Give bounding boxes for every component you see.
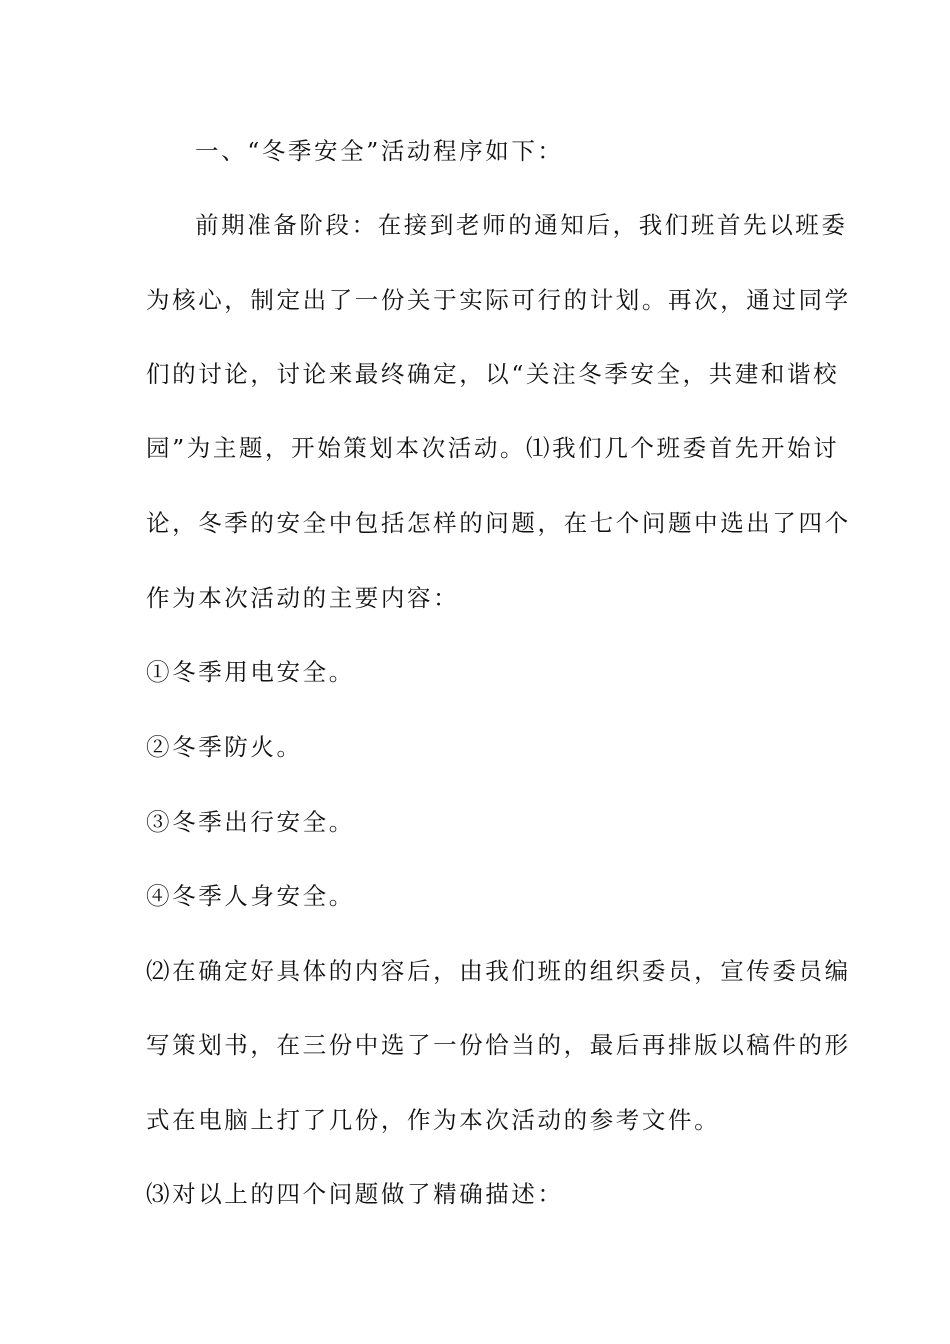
paragraph-line: ⑵在确定好具体的内容后，由我们班的组织委员，宣传委员编 [146, 957, 851, 985]
list-item: ②冬季防火。 [146, 733, 303, 761]
list-item: ④冬季人身安全。 [146, 882, 355, 910]
paragraph-line: 园”为主题，开始策划本次活动。⑴我们几个班委首先开始讨 [146, 434, 840, 462]
list-item: ③冬季出行安全。 [146, 808, 355, 836]
section-heading: 一、“冬季安全”活动程序如下： [195, 137, 564, 165]
list-item: ①冬季用电安全。 [146, 658, 355, 686]
paragraph-line: 写策划书，在三份中选了一份恰当的，最后再排版以稿件的形 [146, 1031, 851, 1059]
paragraph-line: 为核心，制定出了一份关于实际可行的计划。再次，通过同学 [146, 286, 851, 314]
paragraph-line: 作为本次活动的主要内容： [146, 584, 460, 612]
paragraph-line: 论，冬季的安全中包括怎样的问题，在七个问题中选出了四个 [146, 509, 851, 537]
paragraph-line: ⑶对以上的四个问题做了精确描述： [146, 1180, 564, 1208]
paragraph-line: 式在电脑上打了几份，作为本次活动的参考文件。 [146, 1106, 721, 1134]
paragraph-line: 前期准备阶段：在接到老师的通知后，我们班首先以班委 [195, 211, 848, 239]
paragraph-line: 们的讨论，讨论来最终确定，以“关注冬季安全，共建和谐校 [146, 360, 840, 388]
